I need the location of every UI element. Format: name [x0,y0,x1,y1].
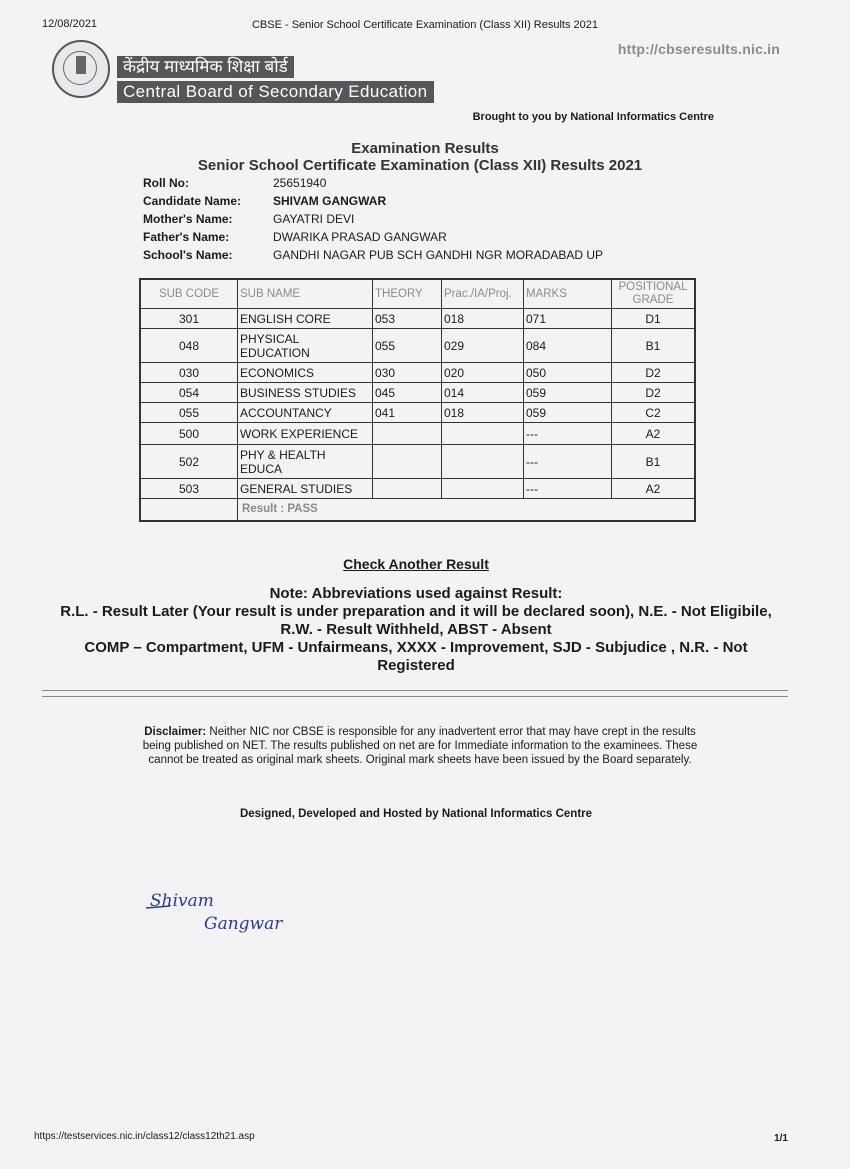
note-line: R.L. - Result Later (Your result is under preparation and it will be declared soon), N.E. - Not Eligibile, [60,603,772,620]
disclaimer-text: Neither NIC nor CBSE is responsible for any inadvertent error that may have crept in the results being published on NET. The results published on net are for Immediate information to the examinees. These cannot be treated as original mark sheets. Original mark sheets have been issued by the Board separately. [142,726,698,766]
practical-cell [442,479,524,499]
result-status: Result : PASS [238,499,696,521]
signature-line1: Shivam [150,891,214,911]
father-name-value: DWARIKA PRASAD GANGWAR [273,230,447,244]
header-sub-name: SUB NAME [238,279,373,309]
table-row [140,309,695,329]
result-empty-cell [140,499,238,521]
theory-cell: 030 [373,363,442,383]
theory-cell: 045 [373,383,442,403]
divider [42,690,788,697]
table-row [140,479,695,499]
sub-code-cell: 054 [140,383,238,403]
marks-cell: 059 [524,403,612,423]
signature-line2: Gangwar [204,914,283,934]
marks-cell: 050 [524,363,612,383]
practical-cell: 018 [442,403,524,423]
sub-name-cell: PHYSICAL EDUCATION [238,329,373,363]
sub-code-cell: 301 [140,309,238,329]
father-name-row [143,230,603,248]
sub-code-cell: 055 [140,403,238,423]
candidate-name-row [143,194,603,212]
practical-cell: 020 [442,363,524,383]
table-row [140,403,695,423]
board-name-hindi: केंद्रीय माध्यमिक शिक्षा बोर्ड [117,56,294,78]
table-row [140,423,695,445]
disclaimer-label: Disclaimer: [144,726,207,738]
sub-code-cell: 500 [140,423,238,445]
marks-cell: 059 [524,383,612,403]
sub-name-cell: PHY & HEALTH EDUCA [238,445,373,479]
mother-name-row [143,212,603,230]
note-line: COMP – Compartment, UFM - Unfairmeans, XXXX - Improvement, SJD - Subjudice , N.R. - Not [84,639,748,656]
theory-cell: 041 [373,403,442,423]
print-date: 12/08/2021 [42,18,98,30]
practical-cell: 014 [442,383,524,403]
note-line: Registered [377,657,455,674]
theory-cell: 053 [373,309,442,329]
table-row [140,383,695,403]
table-header-row [140,279,695,309]
note-heading: Note: Abbreviations used against Result: [269,585,563,602]
header-theory: THEORY [373,279,442,309]
disclaimer [134,725,706,767]
sub-name-cell: ENGLISH CORE [238,309,373,329]
table-row [140,363,695,383]
roll-no-row [143,176,603,194]
marks-cell: 084 [524,329,612,363]
table-row [140,445,695,479]
grade-cell: B1 [612,329,696,363]
marks-table [139,278,696,522]
sub-name-cell: GENERAL STUDIES [238,479,373,499]
abbreviations-note [0,585,832,675]
sub-name-cell: ECONOMICS [238,363,373,383]
grade-cell: D1 [612,309,696,329]
sub-code-cell: 502 [140,445,238,479]
print-header-title: CBSE - Senior School Certificate Examination (Class XII) Results 2021 [251,19,599,31]
roll-no-value: 25651940 [273,176,327,190]
header-sub-code: SUB CODE [140,279,238,309]
theory-cell: 055 [373,329,442,363]
sub-code-cell: 030 [140,363,238,383]
grade-cell: C2 [612,403,696,423]
check-another-result-link[interactable]: Check Another Result [343,556,489,572]
mother-name-value: GAYATRI DEVI [273,212,355,226]
grade-cell: D2 [612,363,696,383]
candidate-name-value: SHIVAM GANGWAR [273,194,387,208]
exam-title: Examination Results [351,140,499,157]
practical-cell: 029 [442,329,524,363]
practical-cell: 018 [442,309,524,329]
handwritten-signature [140,886,320,936]
grade-cell: B1 [612,445,696,479]
theory-cell [373,445,442,479]
sub-name-cell: ACCOUNTANCY [238,403,373,423]
grade-cell: A2 [612,479,696,499]
sub-name-cell: WORK EXPERIENCE [238,423,373,445]
father-name-label: Father's Name: [143,230,230,244]
marks-cell: --- [524,445,612,479]
footer-url: https://testservices.nic.in/class12/class12th21.asp [34,1131,255,1142]
grade-cell: D2 [612,383,696,403]
marks-cell: 071 [524,309,612,329]
brought-by-text: Brought to you by National Informatics Centre [472,111,714,123]
theory-cell [373,479,442,499]
school-name-row [143,248,603,266]
board-name-english: Central Board of Secondary Education [117,81,434,103]
sub-code-cell: 048 [140,329,238,363]
practical-cell [442,423,524,445]
designed-by-text: Designed, Developed and Hosted by National Informatics Centre [239,808,593,820]
marks-cell: --- [524,423,612,445]
header-practical: Prac./IA/Proj. [442,279,524,309]
result-row [140,499,695,521]
theory-cell [373,423,442,445]
page-number: 1/1 [774,1133,788,1144]
grade-cell: A2 [612,423,696,445]
roll-no-label: Roll No: [143,176,189,190]
exam-subtitle: Senior School Certificate Examination (Class XII) Results 2021 [197,157,643,174]
school-name-value: GANDHI NAGAR PUB SCH GANDHI NGR MORADABAD UP [273,248,604,262]
school-name-label: School's Name: [143,248,233,262]
practical-cell [442,445,524,479]
header-positional-grade: POSITIONAL GRADE [612,279,696,309]
note-line: R.W. - Result Withheld, ABST - Absent [280,621,552,638]
sub-name-cell: BUSINESS STUDIES [238,383,373,403]
candidate-name-label: Candidate Name: [143,194,242,208]
site-url[interactable]: http://cbseresults.nic.in [617,41,780,57]
table-row [140,329,695,363]
header-marks: MARKS [524,279,612,309]
candidate-info [143,176,603,266]
cbse-logo-icon [52,40,110,98]
marks-cell: --- [524,479,612,499]
mother-name-label: Mother's Name: [143,212,233,226]
sub-code-cell: 503 [140,479,238,499]
